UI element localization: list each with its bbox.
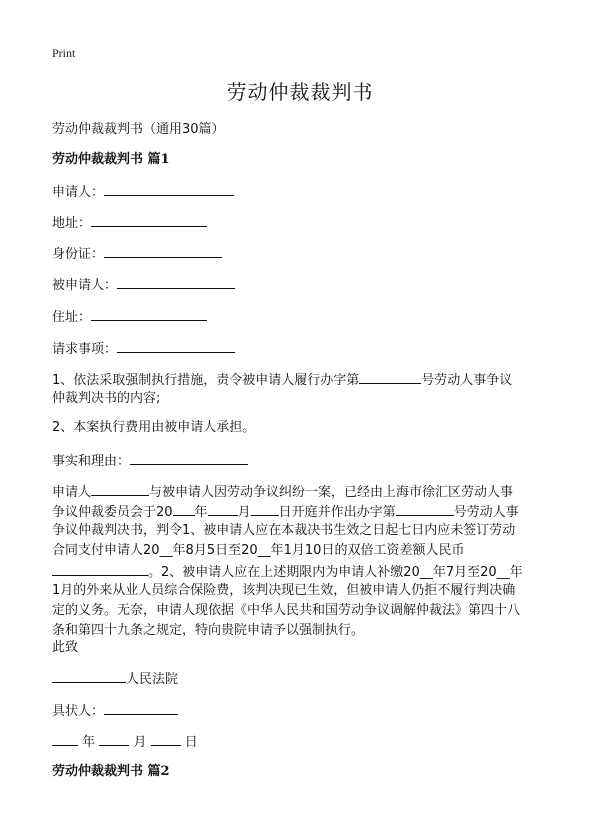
date-year-blank [52,731,78,746]
body-line-7: 定的义务。无奈，申请人现依据《中华人民共和国劳动争议调解仲裁法》第四十八 [52,603,521,618]
applicant-blank [104,181,234,196]
address-blank [91,212,207,227]
signer-line [52,700,178,722]
body-applicant-blank [91,481,149,496]
closing: 此致 [52,640,79,655]
respondent-label: 被申请人： [52,278,118,293]
body-text-2b: 年 [194,505,208,520]
date-month-blank [99,731,129,746]
body-text-2c: 月 [237,505,251,520]
claims-label: 请求事项： [52,342,118,357]
residence-field [52,306,207,328]
blank-day [251,501,279,516]
date-line [52,731,198,753]
blank-month [208,501,238,516]
document-title: 劳动仲裁裁判书 [226,80,374,104]
claims-field [52,338,235,360]
body-line-8: 条和第四十九条之规定，特向贵院申请予以强制执行。 [52,623,365,638]
section-heading-1: 劳动仲裁裁判书 篇1 [52,152,170,167]
facts-field [52,450,248,472]
signer-label: 具状人： [52,704,105,719]
facts-label: 事实和理由： [52,454,131,469]
print-label: Print [52,46,76,60]
address-field [52,212,207,234]
respondent-field [52,274,235,296]
section-heading-2: 劳动仲裁裁判书 篇2 [52,764,170,779]
court-label: 人民法院 [126,672,179,687]
blank-amount [52,561,148,576]
residence-label: 住址： [52,310,92,325]
claim-1-text-b: 号劳动人事争议 [421,373,513,388]
claim-2: 2、本案执行费用由被申请人承担。 [52,420,256,435]
applicant-label: 申请人： [52,185,105,200]
body-text-5: 。2、被申请人应在上述期限内为申请人补缴20__年7月至20__年 [148,565,523,580]
facts-blank [130,450,248,465]
body-text-1: 与被申请人因劳动争议纠纷一案，已经由上海市徐汇区劳动人事 [149,485,514,500]
claim-1-blank [359,369,421,384]
id-card-label: 身份证： [52,247,105,262]
respondent-blank [117,274,235,289]
signer-blank [104,700,178,715]
body-text-2a: 争议仲裁委员会于20 [52,505,173,520]
body-line-3: 争议仲裁判决书，判令1、被申请人应在本裁决书生效之日起七日内应未签订劳动 [52,523,516,538]
body-text-2d: 日开庭并作出办字第 [278,505,396,520]
claims-blank [117,338,235,353]
claim-1-line-2: 仲裁判决书的内容; [52,391,161,406]
residence-blank [91,306,207,321]
date-day-label: 日 [184,735,198,750]
date-year-label: 年 [82,735,96,750]
blank-doc-number [396,501,454,516]
applicant-field [52,181,234,203]
date-day-blank [151,731,181,746]
body-line-6: 1月的外来从业人员综合保险费，该判决现已生效，但被申请人仍拒不履行判决确 [52,583,516,598]
body-text-2e: 号劳动人事 [453,505,519,520]
body-applicant-word: 申请人 [52,485,92,500]
claim-1-text-a: 1、依法采取强制执行措施，责令被申请人履行办字第 [52,373,360,388]
body-line-4: 合同支付申请人20__年8月5日至20__年1月10日的双倍工资差额人民币 [52,543,465,558]
document-subtitle: 劳动仲裁裁判书（通用30篇） [52,122,225,137]
body-line-1 [52,481,513,503]
blank-year [173,501,195,516]
address-label: 地址： [52,216,92,231]
body-line-5 [52,561,523,583]
court-line [52,668,178,690]
body-line-2 [52,501,519,523]
id-card-field [52,243,222,265]
id-card-blank [104,243,222,258]
claim-1-line-1 [52,369,512,391]
date-month-label: 月 [133,735,147,750]
court-blank [52,668,126,683]
